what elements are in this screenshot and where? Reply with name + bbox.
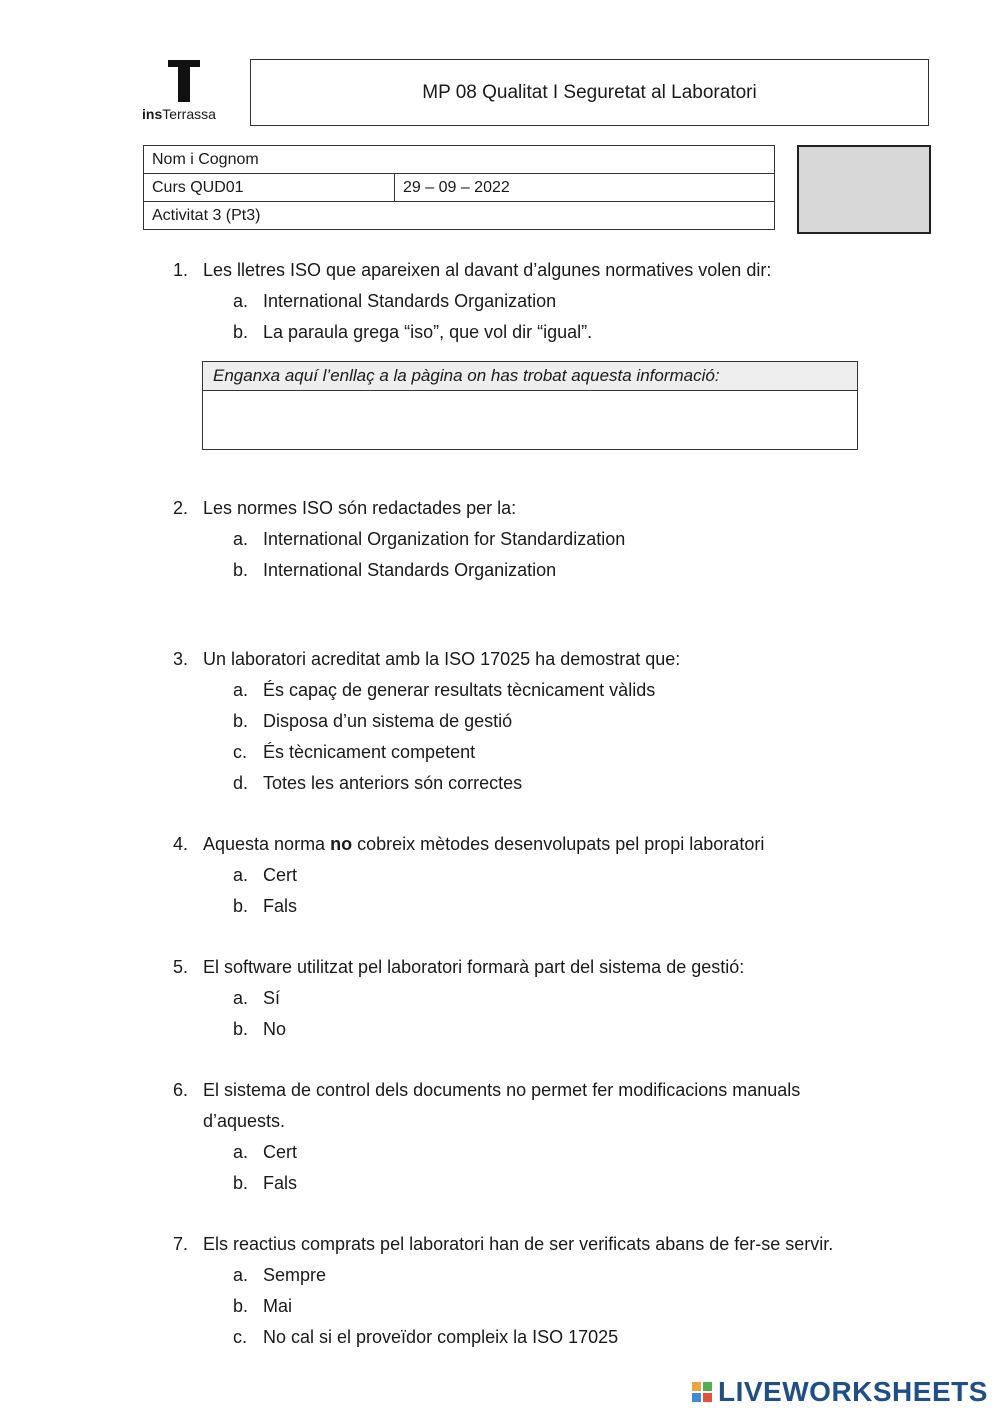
option-letter: b. xyxy=(233,711,249,731)
option-text: Sí xyxy=(263,988,281,1008)
option-text: International Standards Organization xyxy=(263,291,557,311)
answer-option[interactable] xyxy=(173,286,863,317)
option-text: International Standards Organization xyxy=(263,560,557,580)
question-number: 4. xyxy=(173,834,189,854)
answer-option[interactable] xyxy=(173,675,863,706)
option-letter: b. xyxy=(233,322,249,342)
question-text: Un laboratori acreditat amb la ISO 17025 ha demostrat que: xyxy=(203,649,681,669)
grade-box[interactable] xyxy=(797,145,931,234)
option-letter: a. xyxy=(233,529,249,549)
answer-option[interactable] xyxy=(173,524,863,555)
liveworksheets-logo-icon xyxy=(692,1382,712,1402)
answer-option[interactable] xyxy=(173,860,863,891)
question-number: 5. xyxy=(173,957,189,977)
question-7 xyxy=(173,1229,863,1353)
date-cell: 29 – 09 – 2022 xyxy=(395,174,775,202)
answer-option[interactable] xyxy=(173,555,863,586)
question-text: Les normes ISO són redactades per la: xyxy=(203,498,517,518)
question-2 xyxy=(173,493,863,586)
option-text: Totes les anteriors són correctes xyxy=(263,773,523,793)
answer-option[interactable] xyxy=(173,1291,863,1322)
option-text: La paraula grega “iso”, que vol dir “igual”. xyxy=(263,322,593,342)
question-number: 6. xyxy=(173,1080,189,1100)
question-1 xyxy=(173,255,863,348)
logo-t-icon xyxy=(168,60,200,102)
name-field[interactable]: Nom i Cognom xyxy=(144,146,775,174)
option-text: Cert xyxy=(263,1142,298,1162)
link-input-area[interactable] xyxy=(203,391,857,449)
option-letter: a. xyxy=(233,988,249,1008)
course-cell: Curs QUD01 xyxy=(144,174,395,202)
option-letter: b. xyxy=(233,1296,249,1316)
option-letter: d. xyxy=(233,773,249,793)
module-title: MP 08 Qualitat I Seguretat al Laboratori xyxy=(250,59,929,126)
emphasis-no: no xyxy=(330,834,353,854)
answer-option[interactable] xyxy=(173,983,863,1014)
answer-option[interactable] xyxy=(173,706,863,737)
option-letter: c. xyxy=(233,742,248,762)
link-answer-box xyxy=(202,361,858,450)
question-text: Aquesta norma no cobreix mètodes desenvolupats pel propi laboratori xyxy=(203,834,765,854)
liveworksheets-watermark xyxy=(692,1376,988,1408)
question-number: 7. xyxy=(173,1234,189,1254)
question-4 xyxy=(173,829,863,922)
option-text: Mai xyxy=(263,1296,293,1316)
option-text: És capaç de generar resultats tècnicament vàlids xyxy=(263,680,656,700)
question-text: El sistema de control dels documents no permet fer modificacions manuals d’aquests. xyxy=(203,1080,801,1131)
question-text: El software utilitzat pel laboratori formarà part del sistema de gestió: xyxy=(203,957,745,977)
option-letter: c. xyxy=(233,1327,248,1347)
student-info-table xyxy=(143,145,775,230)
option-letter: b. xyxy=(233,1019,249,1039)
option-text: Cert xyxy=(263,865,298,885)
answer-option[interactable] xyxy=(173,1260,863,1291)
option-letter: a. xyxy=(233,680,249,700)
question-number: 3. xyxy=(173,649,189,669)
answer-option[interactable] xyxy=(173,737,863,768)
option-text: És tècnicament competent xyxy=(263,742,476,762)
option-text: No xyxy=(263,1019,287,1039)
question-text: Els reactius comprats pel laboratori han de ser verificats abans de fer-se servir. xyxy=(203,1234,834,1254)
logo-text: insTerrassa xyxy=(142,106,216,122)
option-text: International Organization for Standardization xyxy=(263,529,626,549)
answer-option[interactable] xyxy=(173,1014,863,1045)
question-5 xyxy=(173,952,863,1045)
school-logo xyxy=(140,60,230,126)
activity-cell: Activitat 3 (Pt3) xyxy=(144,202,775,230)
question-number: 1. xyxy=(173,260,189,280)
option-text: Sempre xyxy=(263,1265,327,1285)
option-text: Fals xyxy=(263,1173,298,1193)
answer-option[interactable] xyxy=(173,1137,843,1168)
answer-option[interactable] xyxy=(173,317,863,348)
option-text: Disposa d’un sistema de gestió xyxy=(263,711,513,731)
answer-option[interactable] xyxy=(173,1168,843,1199)
question-6 xyxy=(173,1075,843,1199)
option-letter: a. xyxy=(233,1142,249,1162)
question-number: 2. xyxy=(173,498,189,518)
option-letter: a. xyxy=(233,865,249,885)
answer-option[interactable] xyxy=(173,768,863,799)
option-letter: a. xyxy=(233,1265,249,1285)
option-text: Fals xyxy=(263,896,298,916)
option-letter: b. xyxy=(233,896,249,916)
liveworksheets-text: LIVEWORKSHEETS xyxy=(718,1376,988,1407)
option-letter: a. xyxy=(233,291,249,311)
option-text: No cal si el proveïdor compleix la ISO 17025 xyxy=(263,1327,619,1347)
answer-option[interactable] xyxy=(173,891,863,922)
option-letter: b. xyxy=(233,1173,249,1193)
question-3 xyxy=(173,644,863,799)
link-prompt: Enganxa aquí l’enllaç a la pàgina on has trobat aquesta informació: xyxy=(203,362,857,391)
option-letter: b. xyxy=(233,560,249,580)
answer-option[interactable] xyxy=(173,1322,863,1353)
question-text: Les lletres ISO que apareixen al davant d’algunes normatives volen dir: xyxy=(203,260,772,280)
